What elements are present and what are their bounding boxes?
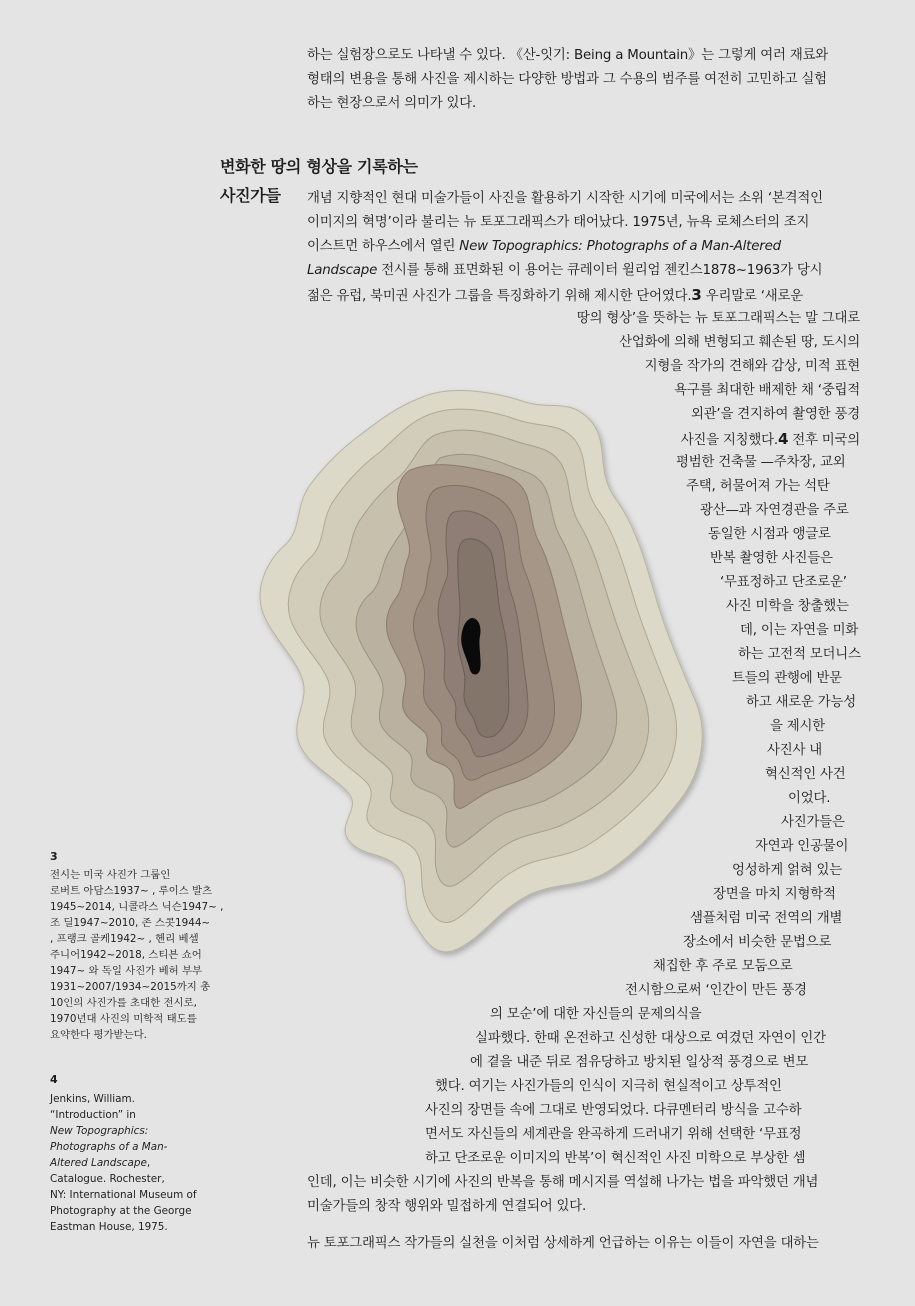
footnote-4-line: Eastman House, 1975. [50,1221,168,1233]
body-line: 지형을 작가의 견해와 감상, 미적 표현 [644,359,860,374]
footnote-4-line: “Introduction” in [50,1109,136,1121]
body-line: 사진가들은 [781,815,845,830]
footnote-3-line: , 프랭크 골케1942~ , 헨리 베셀 [50,933,199,945]
footnote-3-line: 1970년대 사진의 미학적 태도를 [50,1013,197,1025]
topographic-contour-illustration [250,380,710,1000]
body-line: 엉성하게 얽혀 있는 [732,863,842,878]
section-heading-line-1: 변화한 땅의 형상을 기록하는 [220,157,418,176]
footnote-3-line: 요약한다 평가받는다. [50,1029,147,1041]
body-line: 동일한 시점과 앵글로 [708,527,831,542]
body-line: 개념 지향적인 현대 미술가들이 사진을 활용하기 시작한 시기에 미국에서는 소위 ‘본격적인 [307,191,823,206]
intro-line: 하는 실험장으로도 나타낼 수 있다. 《산-잇기: Being a Mountain》는 그렇게 여러 재료와 [307,48,829,63]
body-line: 했다. 여기는 사진가들의 인식이 지극히 현실적이고 상투적인 [435,1079,782,1094]
body-line: 주택, 허물어져 가는 석탄 [686,479,830,494]
footnote-4-line: Photographs of a Man- [50,1141,168,1153]
body-line: 채집한 후 주로 모둠으로 [653,959,793,974]
body-line: 전시함으로써 ‘인간이 만든 풍경 [625,983,807,998]
body-line: 이었다. [788,791,831,806]
body-line: 외관’을 견지하여 촬영한 풍경 [690,407,860,422]
body-line: 혁신적인 사건 [765,767,846,782]
body-line: Landscape 전시를 통해 표면화된 이 용어는 큐레이터 윌리엄 젠킨스1878~1963가 당시 [307,263,823,278]
body-line: 샘플처럼 미국 전역의 개별 [690,911,843,926]
footnote-ref-3: 3 [691,286,702,304]
footnote-3-line: 1945~2014, 니콜라스 닉슨1947~ , [50,901,224,913]
body-line: 사진 미학을 창출했는 [726,599,849,614]
footnote-4-line: New Topographics: [50,1125,149,1137]
footnote-3-line: 1931~2007/1934~2015까지 총 [50,981,211,993]
body-line: 실파했다. 한때 온전하고 신성한 대상으로 여겼던 자연이 인간 [475,1031,826,1046]
footnote-4-line: Jenkins, William. [50,1093,135,1105]
body-line: 의 모순’에 대한 자신들의 문제의식을 [490,1007,702,1022]
intro-line: 하는 현장으로서 의미가 있다. [307,96,477,111]
footnote-4-line: NY: International Museum of [50,1189,197,1201]
footnote-ref-4: 4 [777,430,789,448]
body-line: 젊은 유럽, 북미권 사진가 그룹을 특징화하기 위해 제시한 단어였다.3 우리말로 ‘새로운 [307,286,803,304]
body-line: 뉴 토포그래픽스 작가들의 실천을 이처럼 상세하게 언급하는 이유는 이들이 자연을 대하는 [307,1236,819,1251]
body-line: 욕구를 최대한 배제한 채 ‘중립적 [674,383,860,398]
footnote-3-line: 전시는 미국 사진가 그룹인 [50,869,171,881]
footnote-4-line: Catalogue. Rochester, [50,1173,165,1185]
footnote-3-line: 로버트 아담스1937~ , 루이스 발츠 [50,885,213,897]
footnote-3-line: 주니어1942~2018, 스티븐 쇼어 [50,949,202,961]
body-line: 사진의 장면들 속에 그대로 반영되었다. 다큐멘터리 방식을 고수하 [425,1103,802,1118]
body-line: 사진을 지칭했다.4 전후 미국의 [680,430,860,448]
body-line: 트들의 관행에 반문 [732,671,842,686]
body-line: 에 곁을 내준 뒤로 점유당하고 방치된 일상적 풍경으로 변모 [470,1055,809,1070]
body-line: 미술가들의 창작 행위와 밀접하게 연결되어 있다. [307,1199,587,1214]
body-line: 광산—과 자연경관을 주로 [700,503,849,518]
body-line: 반복 촬영한 사진들은 [710,551,833,566]
body-line: 이스트먼 하우스에서 열린 New Topographics: Photographs of a Man-Altered [307,239,781,254]
footnote-3-line: 10인의 사진가를 초대한 전시로, [50,997,197,1009]
footnote-4-number: 4 [50,1073,58,1086]
body-line: 하고 단조로운 이미지의 반복’이 혁신적인 사진 미학으로 부상한 셈 [425,1151,806,1166]
body-line: 자연과 인공물이 [755,839,849,854]
body-line: ‘무표정하고 단조로운’ [720,575,847,590]
section-heading-line-2: 사진가들 [220,186,281,205]
footnote-4-line: Photography at the George [50,1205,192,1217]
intro-line: 형태의 변용을 통해 사진을 제시하는 다양한 방법과 그 수용의 범주를 여전히 고민하고 실험 [307,72,827,87]
body-line: 이미지의 혁명’이라 불리는 뉴 토포그래픽스가 태어났다. 1975년, 뉴욕 로체스터의 조지 [307,215,810,230]
body-line: 을 제시한 [770,719,825,734]
body-line: 평범한 건축물 —주차장, 교외 [676,455,846,470]
body-line: 하고 새로운 가능성 [746,695,856,710]
body-line: 인데, 이는 비슷한 시기에 사진의 반복을 통해 메시지를 역설해 나가는 법을 파악했던 개념 [307,1175,819,1190]
body-line: 땅의 형상’을 뜻하는 뉴 토포그래픽스는 말 그대로 [576,311,860,326]
footnote-3-number: 3 [50,850,58,863]
body-line: 장소에서 비슷한 문법으로 [683,935,832,950]
footnote-3-line: 조 딜1947~2010, 존 스콧1944~ [50,917,211,929]
body-line: 산업화에 의해 변형되고 훼손된 땅, 도시의 [619,335,860,350]
body-line: 면서도 자신들의 세계관을 완곡하게 드러내기 위해 선택한 ‘무표정 [425,1127,802,1142]
body-line: 하는 고전적 모더니스 [738,647,861,662]
body-line: 데, 이는 자연을 미화 [740,623,859,638]
body-line: 사진사 내 [767,743,822,758]
body-line: 장면을 마치 지형학적 [713,887,836,902]
footnote-3-line: 1947~ 와 독일 사진가 베허 부부 [50,965,203,977]
footnote-4-line: Altered Landscape, [50,1157,151,1169]
